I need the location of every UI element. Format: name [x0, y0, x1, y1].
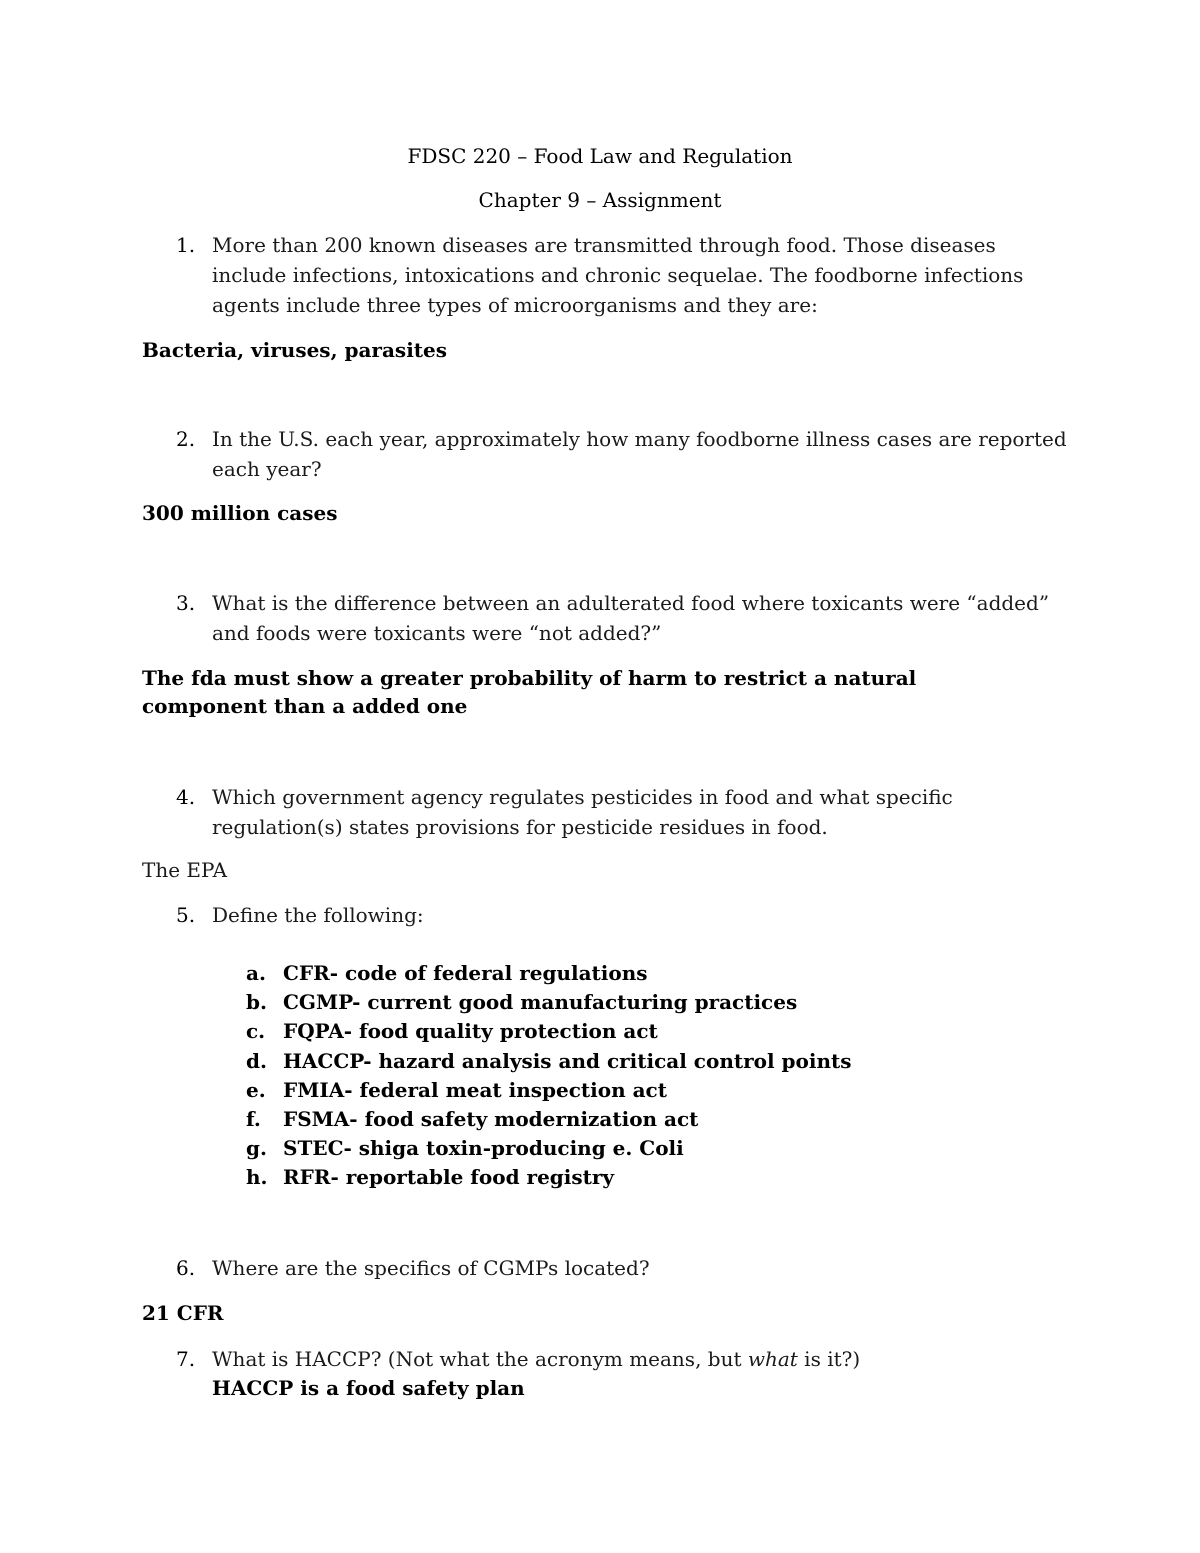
- question-text: Define the following:: [212, 903, 424, 927]
- document-subtitle: Chapter 9 – Assignment: [478, 188, 722, 212]
- question-text: [212, 1344, 1072, 1374]
- answer-text: Bacteria, viruses, parasites: [142, 338, 448, 362]
- definition-item: HACCP- hazard analysis and critical control points: [283, 1049, 852, 1073]
- definition-letter: e.: [246, 1078, 266, 1102]
- question-number: 2.: [176, 427, 196, 451]
- definition-item: STEC- shiga toxin-producing e. Coli: [283, 1136, 684, 1160]
- answer-text: The EPA: [142, 858, 228, 882]
- question-text: What is the difference between an adulterated food where toxicants were “added” and foods were toxicants were “not added?”: [212, 591, 1050, 645]
- answer-text: 300 million cases: [142, 501, 338, 525]
- definition-letter: a.: [246, 961, 266, 985]
- definition-letter: d.: [246, 1049, 267, 1073]
- definition-item: FQPA- food quality protection act: [283, 1019, 658, 1043]
- definition-item: FMIA- federal meat inspection act: [283, 1078, 667, 1102]
- question-text: Which government agency regulates pesticides in food and what specific regulation(s) states provisions for pesticide residues in food.: [212, 785, 953, 839]
- question-text: In the U.S. each year, approximately how many foodborne illness cases are reported each year?: [212, 427, 1067, 481]
- question-text: More than 200 known diseases are transmitted through food. Those diseases include infections, intoxications and chronic sequelae. The foodborne infections agents include three types of microorganisms and they are:: [212, 233, 1024, 317]
- definition-letter: c.: [246, 1019, 266, 1043]
- answer-text: 21 CFR: [142, 1301, 224, 1325]
- definition-item: FSMA- food safety modernization act: [283, 1107, 699, 1131]
- question-number: 6.: [176, 1256, 196, 1280]
- question-number: 3.: [176, 591, 196, 615]
- question-text-emphasis: what: [747, 1347, 798, 1371]
- definition-letter: f.: [246, 1107, 261, 1131]
- question-text-part: What is HACCP? (Not what the acronym means, but: [212, 1347, 748, 1371]
- question-number: 5.: [176, 903, 196, 927]
- question-number: 1.: [176, 233, 196, 257]
- question-number: 4.: [176, 785, 196, 809]
- definition-item: CFR- code of federal regulations: [283, 961, 648, 985]
- definition-item: CGMP- current good manufacturing practices: [283, 990, 798, 1014]
- question-text: Where are the specifics of CGMPs located?: [212, 1256, 650, 1280]
- question-number: 7.: [176, 1347, 196, 1371]
- definition-letter: g.: [246, 1136, 267, 1160]
- definition-letter: b.: [246, 990, 267, 1014]
- question-text-part: is it?): [797, 1347, 861, 1371]
- answer-text: HACCP is a food safety plan: [212, 1376, 525, 1400]
- definition-item: RFR- reportable food registry: [283, 1165, 615, 1189]
- answer-text: The fda must show a greater probability of harm to restrict a natural component than a added one: [142, 666, 917, 718]
- document-title: FDSC 220 – Food Law and Regulation: [407, 144, 793, 168]
- definition-letter: h.: [246, 1165, 268, 1189]
